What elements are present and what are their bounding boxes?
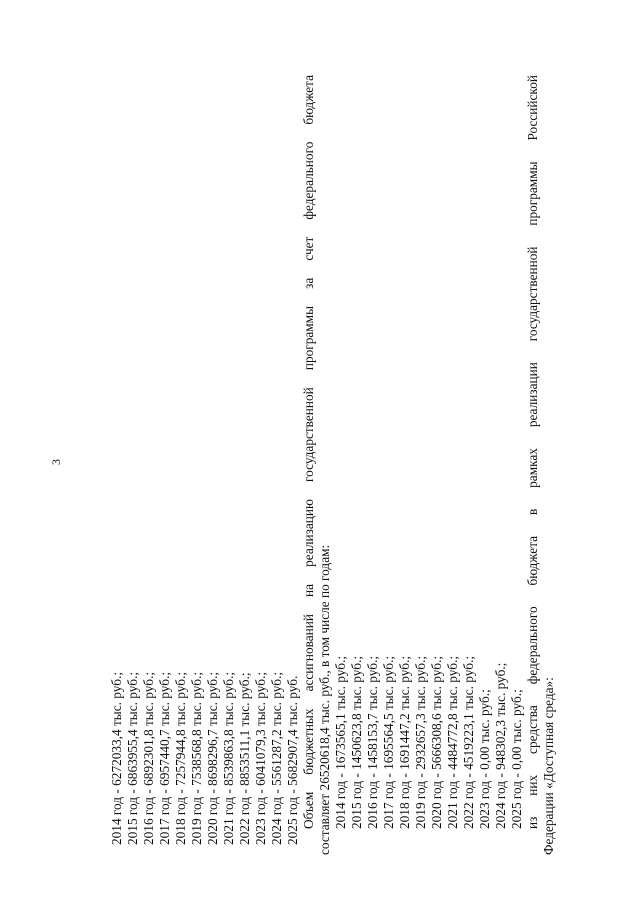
year-line: 2014 год - 1673565,1 тыс. руб.; bbox=[333, 655, 348, 829]
paragraph-line: составляет 26520618,4 тыс. руб., в том числе по годам: bbox=[317, 544, 332, 855]
year-line: 2022 год - 4519223,1 тыс. руб.; bbox=[461, 655, 476, 829]
page-number: 3 bbox=[49, 459, 63, 465]
year-line: 2016 год - 1458153,7 тыс. руб.; bbox=[365, 655, 380, 829]
year-line: 2017 год - 6957440,7 тыс. руб.; bbox=[157, 671, 172, 845]
year-line: 2019 год - 2932657,3 тыс. руб.; bbox=[413, 655, 428, 829]
year-line: 2018 год - 7257944,8 тыс. руб.; bbox=[173, 671, 188, 845]
year-line: 2020 год - 5666308,6 тыс. руб.; bbox=[429, 655, 444, 829]
year-line: 2023 год - 6041079,3 тыс. руб.; bbox=[253, 671, 268, 845]
rotated-page-content bbox=[49, 75, 560, 855]
year-line: 2015 год - 1450623,8 тыс. руб.; bbox=[349, 655, 364, 829]
year-line: 2020 год - 8698296,7 тыс. руб.; bbox=[205, 671, 220, 845]
year-line: 2015 год - 6863955,4 тыс. руб.; bbox=[125, 671, 140, 845]
year-line: 2018 год - 1691447,2 тыс. руб.; bbox=[397, 655, 412, 829]
year-line: 2014 год - 6272033,4 тыс. руб.; bbox=[109, 671, 124, 845]
paragraph-line: Федерации «Доступная среда»: bbox=[541, 677, 556, 855]
year-line: 2016 год - 6892301,8 тыс. руб.; bbox=[141, 671, 156, 845]
year-line: 2023 год - 0,00 тыс. руб.; bbox=[477, 689, 492, 829]
year-line: 2021 год - 4484772,8 тыс. руб.; bbox=[445, 655, 460, 829]
year-line: 2024 год - 948302,3 тыс. руб.; bbox=[493, 662, 508, 829]
year-line: 2021 год - 8539863,8 тыс. руб.; bbox=[221, 671, 236, 845]
year-line: 2022 год - 8853511,1 тыс. руб.; bbox=[237, 672, 252, 845]
paragraph-line: из них средства федерального бюджета в рамках реализации государственной программы Российской bbox=[525, 75, 540, 829]
paragraph-line: Объем бюджетных ассигнований на реализацию государственной программы за счет федерального бюджета bbox=[301, 75, 316, 829]
year-line: 2017 год - 1695564,5 тыс. руб.; bbox=[381, 655, 396, 829]
year-line: 2024 год - 5561287,2 тыс. руб.; bbox=[269, 671, 284, 845]
year-line: 2019 год - 7538568,8 тыс. руб.; bbox=[189, 671, 204, 845]
year-line: 2025 год - 0,00 тыс. руб.; bbox=[509, 689, 524, 829]
year-line: 2025 год - 5682907,4 тыс. руб. bbox=[285, 675, 300, 845]
